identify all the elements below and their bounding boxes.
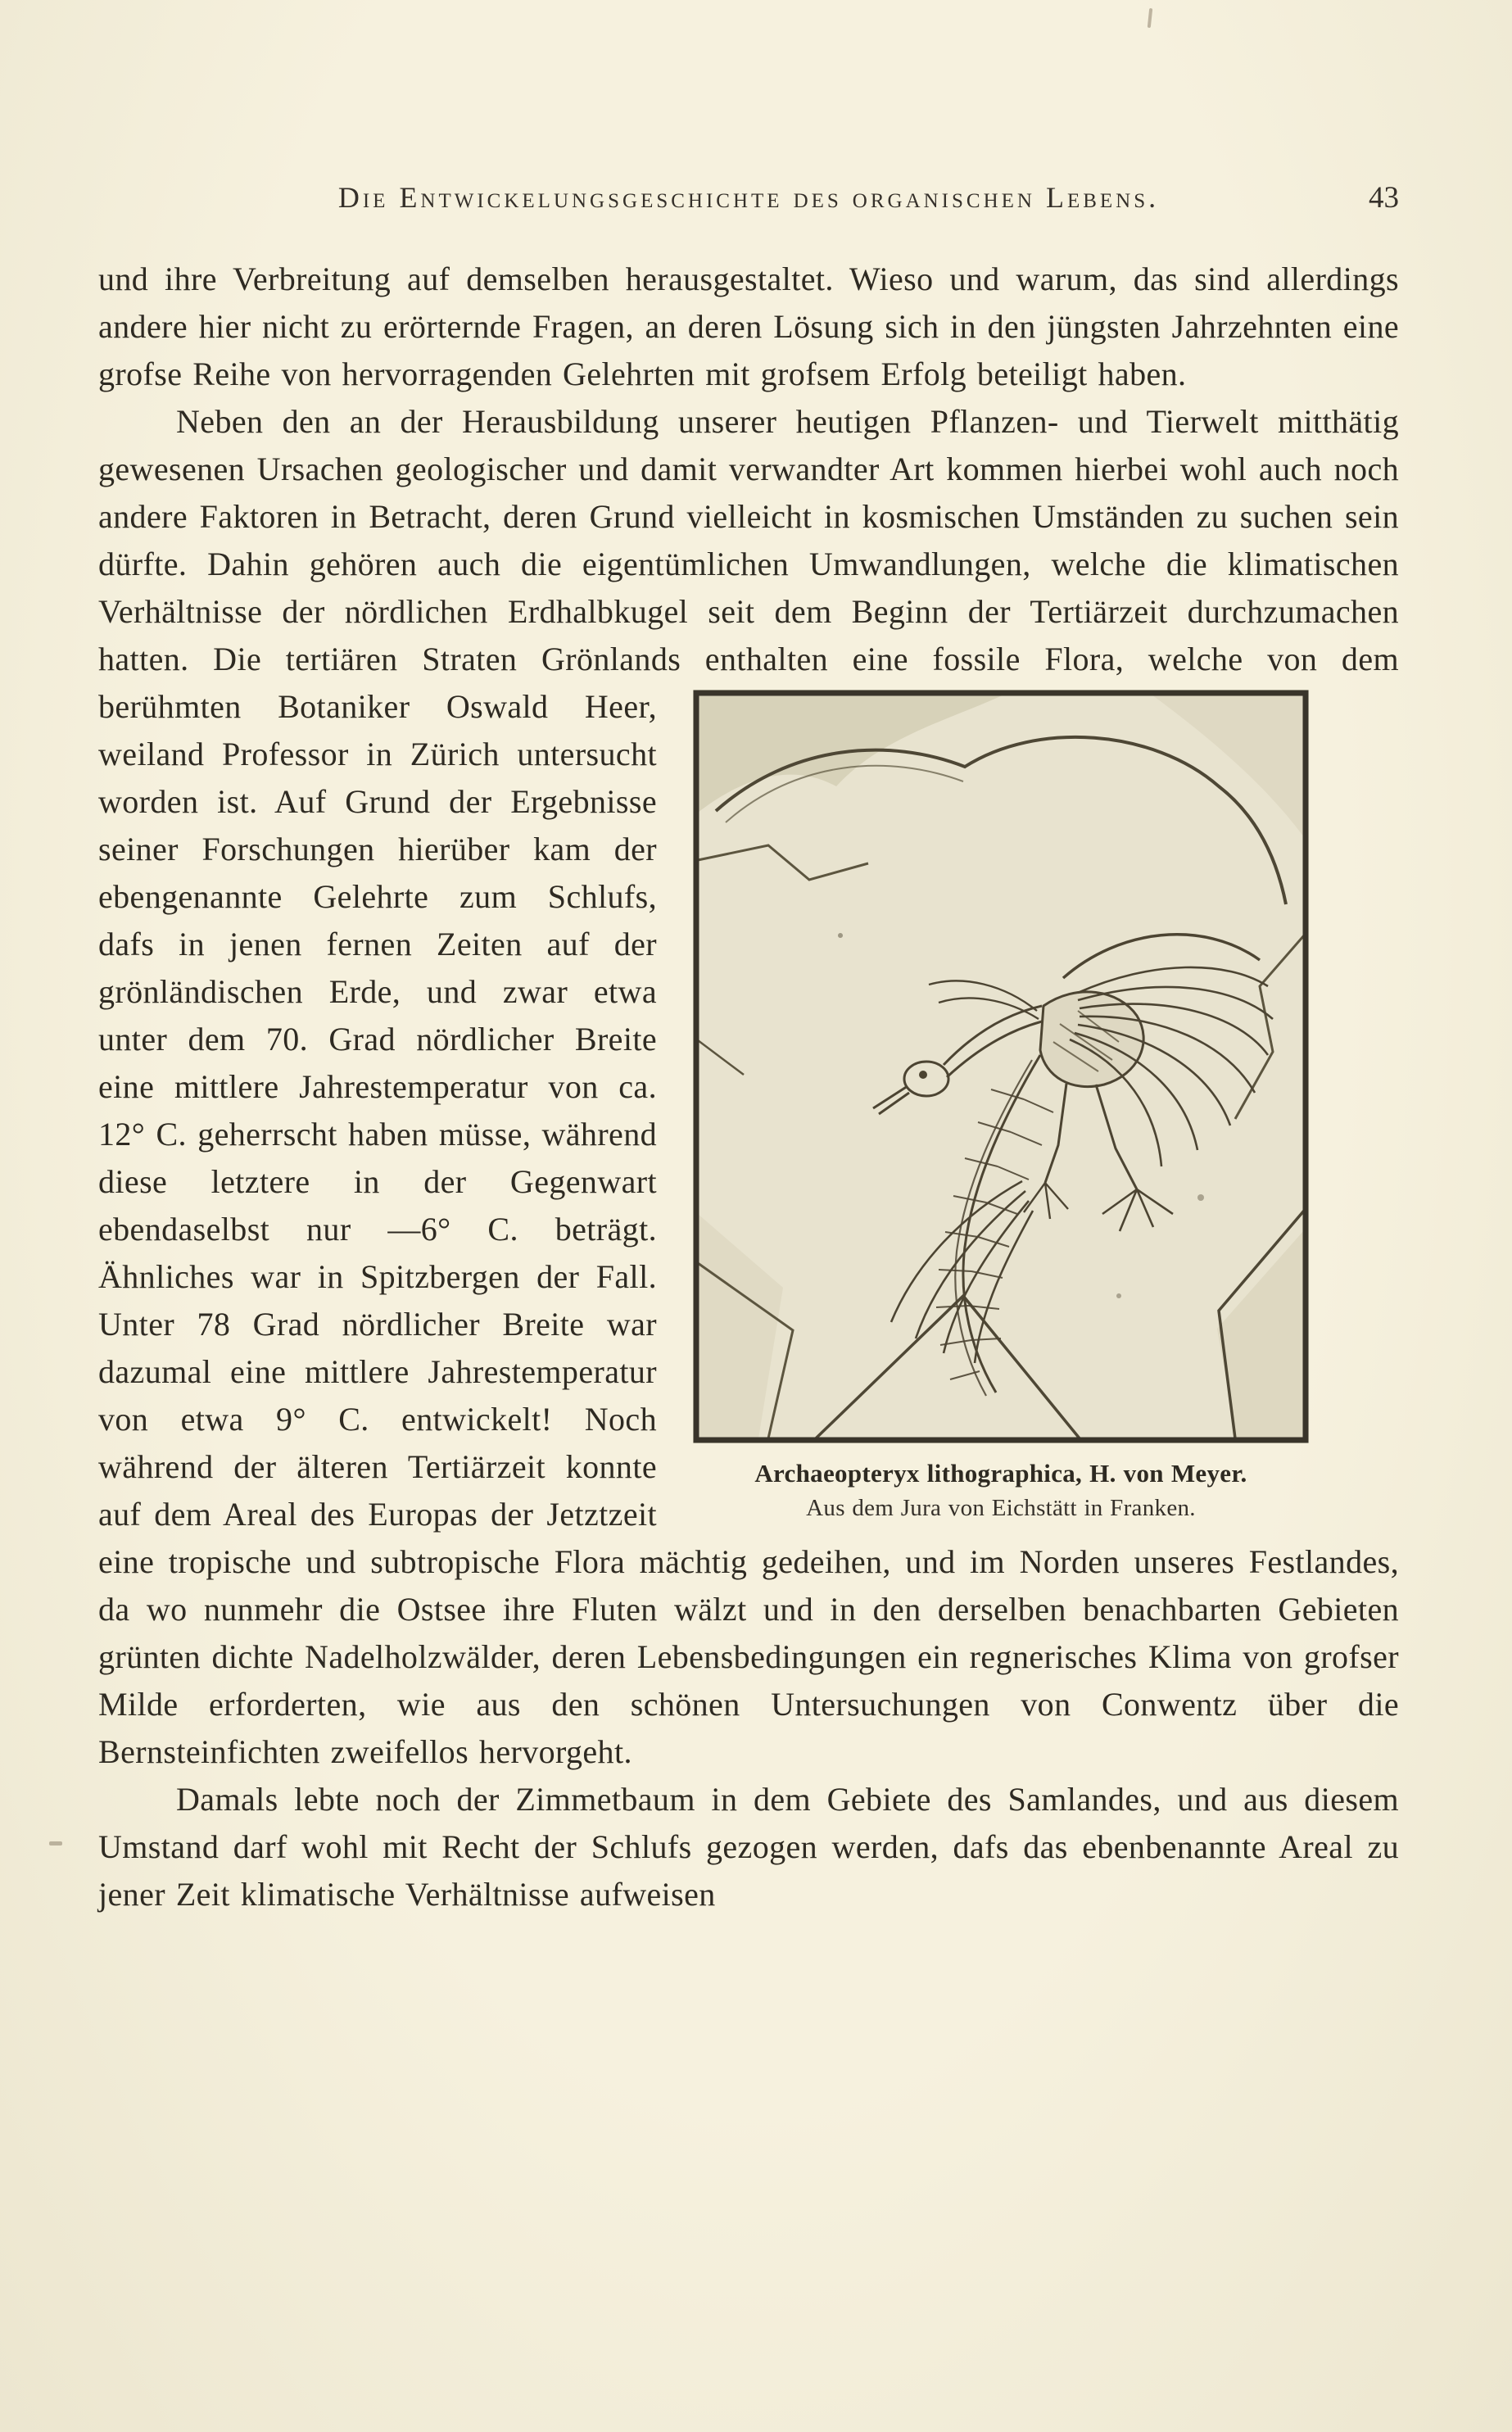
text-block — [98, 256, 1399, 1918]
running-title: Die Entwickelungsgeschichte des organischen Lebens. — [337, 181, 1160, 214]
page-header — [98, 180, 1399, 221]
paragraph-3-text: Damals lebte noch der Zimmetbaum in dem Gebiete des Samlandes, und aus diesem Umstand darf wohl mit Recht der Schlufs gezogen werden, dafs das ebenbenannte Areal zu jener Zeit klimatische Verhältnisse aufweisen — [98, 1781, 1399, 1913]
paragraph-2-text-after-figure: berühmten Botaniker Oswald Heer, weiland Professor in Zürich untersucht worden ist. Auf Grund der Ergebnisse seiner Forschungen hierüber kam der ebengenannte Gelehrte zum Schlufs, dafs in jenen fernen Zeiten auf der grönländischen Erde, und zwar etwa unter dem 70. Grad nördlicher Breite eine mittlere Jahrestemperatur von ca. 12° C. geherrscht haben müsse, während diese letztere in der Gegenwart ebendaselbst nur —6° C. beträgt. Ähnliches war in Spitzbergen der Fall. Unter 78 Grad nördlicher Breite war dazumal eine mittlere Jahrestemperatur von etwa 9° C. entwickelt! Noch während der älteren Tertiärzeit konnte auf dem Areal des Europas der Jetztzeit eine tropische und subtropische Flora mächtig gedeihen, und im Norden unseres Festlandes, da wo nunmehr die Ostsee ihre Fluten wälzt und in den derselben benachbarten Gebieten grünten dichte Nadelholzwälder, deren Lebensbedingungen ein regnerisches Klima von grofser Milde erforderten, wie aus den schönen Untersuchungen von Conwentz über die Bernsteinfichten zweifellos hervorgeht. — [98, 688, 1399, 1770]
paragraph-2-text-before-figure: Neben den an der Herausbildung unserer heutigen Pflanzen- und Tierwelt mitthätig gewesenen Ursachen geologischer und damit verwandter Art kommen hierbei wohl auch noch andere Faktoren in Betracht, deren Grund vielleicht in kosmischen Umständen zu suchen sein dürfte. Dahin gehören auch die eigentümlichen Umwandlungen, welche die klimatischen Verhältnisse der nördlichen Erdhalbkugel seit dem Beginn der Tertiärzeit durchzumachen hatten. Die tertiären Straten Grönlands enthalten eine fossile Flora, welche von dem — [98, 403, 1399, 677]
figure-caption-line-1: Archaeopteryx lithographica, H. von Meyer. — [754, 1459, 1247, 1488]
paragraph-1 — [98, 256, 1399, 398]
paragraph-1-text: und ihre Verbreitung auf demselben herausgestaltet. Wieso und warum, das sind allerdings andere hier nicht zu erörternde Fragen, an deren Lösung sich in den jüngsten Jahrzehnten eine grofse Reihe von hervorragenden Gelehrten mit grofsem Erfolg beteiligt haben. — [98, 260, 1399, 392]
paragraph-3 — [98, 1776, 1399, 1918]
figure-caption-line-2: Aus dem Jura von Eichstätt in Franken. — [806, 1495, 1196, 1521]
scan-mark — [49, 1841, 62, 1846]
figure-caption — [693, 1456, 1309, 1525]
page-number: 43 — [1369, 181, 1399, 215]
scan-mark — [1148, 8, 1152, 28]
archaeopteryx-figure — [693, 690, 1309, 1525]
paragraph-2 — [98, 398, 1399, 1776]
archaeopteryx-fossil-illustration — [693, 690, 1309, 1443]
